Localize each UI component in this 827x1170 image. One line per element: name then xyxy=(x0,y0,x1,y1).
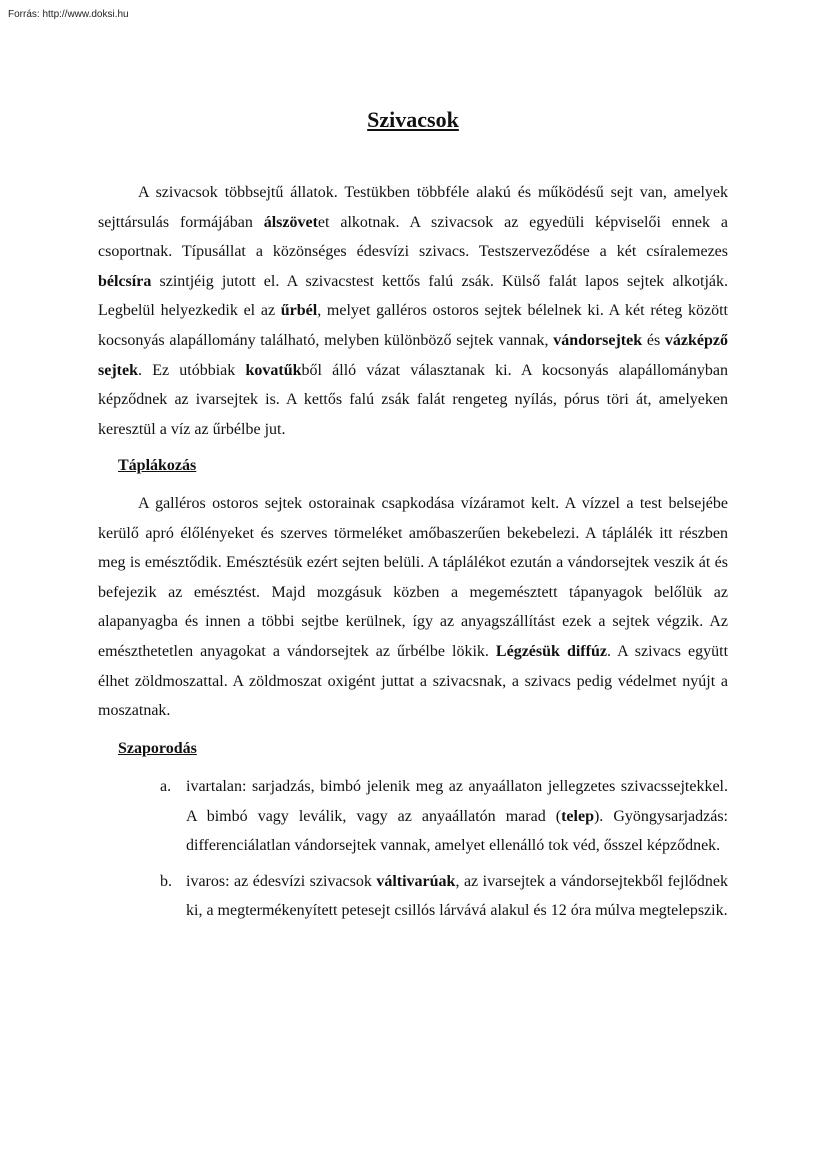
feeding-heading: Táplákozás xyxy=(118,457,197,474)
reproduction-heading: Szaporodás xyxy=(118,740,197,757)
term-vandorsejtek: vándorsejtek xyxy=(553,331,643,349)
term-vazkepzo-sejtek: vázképző sejtek xyxy=(98,331,729,379)
feeding-text-2: . A szivacs együtt élhet zöldmoszattal. A zöldmoszat oxigént juttat a szivacsnak, a szivacs pedig védelmet nyújt a moszatnak. xyxy=(98,642,729,720)
asexual-text-2: ). Gyöngysarjadzás: differenciálatlan vándorsejtek vannak, amelyet ellenálló tok véd, ősszel képződnek. xyxy=(186,807,728,855)
intro-text-7: ből álló vázat választanak ki. A kocsonyás alapállományban képződnek az ivarsejtek is. A kettős falú zsák falát rengeteg nyílás, pórus töri át, amelyeken keresztül a víz az űrbélbe jut. xyxy=(98,361,728,438)
reproduction-list xyxy=(160,772,728,932)
intro-paragraph xyxy=(98,178,728,444)
term-urbel: űrbél xyxy=(280,302,318,320)
intro-text-4: , melyet galléros ostoros sejtek bélelnek ki. A két réteg között kocsonyás alapállomány található, melyben különböző sejtek vannak, xyxy=(98,302,728,349)
list-marker-a: a. xyxy=(160,778,172,795)
sexual-text-2: , az ivarsejtek a vándorsejtekből fejlődnek ki, a megtermékenyített petesejt csillós lárvává alakul és 12 óra múlva megtelepszik. xyxy=(186,872,729,920)
term-telep: telep xyxy=(561,807,594,825)
asexual-text-1: ivartalan: sarjadzás, bimbó jelenik meg az anyaállaton jellegzetes szivacssejtekkel. A bimbó vagy leválik, vagy az anyaállatón marad ( xyxy=(186,778,728,825)
intro-text-6: . Ez utóbbiak xyxy=(137,361,246,379)
intro-text-2: et alkotnak. A szivacsok az egyedüli képviselői ennek a csoportnak. Típusállat a közönséges édesvízi szivacs. Testszerveződése a két csíralemezes xyxy=(98,213,728,261)
sexual-text-1: ivaros: az édesvízi szivacsok xyxy=(186,872,377,890)
intro-text-1: A szivacsok többsejtű állatok. Testükben többféle alakú és működésű sejt van, amelyek sejttársulás formájában xyxy=(98,184,728,231)
intro-text-3: szintjéig jutott el. A szivacstest kettős falú zsák. Külső falát lapos sejtek alkotják. Legbelül helyezkedik el az xyxy=(98,272,728,320)
intro-text-5: és xyxy=(642,331,665,349)
term-belcsira: bélcsíra xyxy=(98,272,152,290)
term-valtivaruak: váltivarúak xyxy=(376,872,456,890)
list-item-sexual xyxy=(160,867,728,926)
list-marker-b: b. xyxy=(160,872,172,890)
feeding-text-1: A galléros ostoros sejtek ostorainak csapkodása vízáramot kelt. A vízzel a test belsejébe kerülő apró élőlényeket és szerves törmeléket amőbaszerűen bekebelezi. A táplálék itt részben meg is emésztődik. Emésztésük ezért sejten belüli. A táplálékot ezután a vándorsejtek veszik át és befejezik az emésztést. Majd mozgásuk közben a megemésztett tápanyagok belőlük az alapanyagba és innen a többi sejtbe kerülnek, így az anyagszállítást ezek a sejtek végzik. Az emészthetetlen anyagokat a vándorsejtek az űrbélbe lökik. xyxy=(98,495,728,660)
term-alszovet: álszövet xyxy=(263,213,318,231)
page-title: Szivacsok xyxy=(367,107,459,132)
source-line: Forrás: http://www.doksi.hu xyxy=(8,9,129,20)
term-kovatuk: kovatűk xyxy=(245,361,302,379)
list-item-asexual xyxy=(160,772,728,861)
term-legzes-diffuz: Légzésük diffúz xyxy=(495,642,607,660)
feeding-paragraph xyxy=(98,489,728,726)
